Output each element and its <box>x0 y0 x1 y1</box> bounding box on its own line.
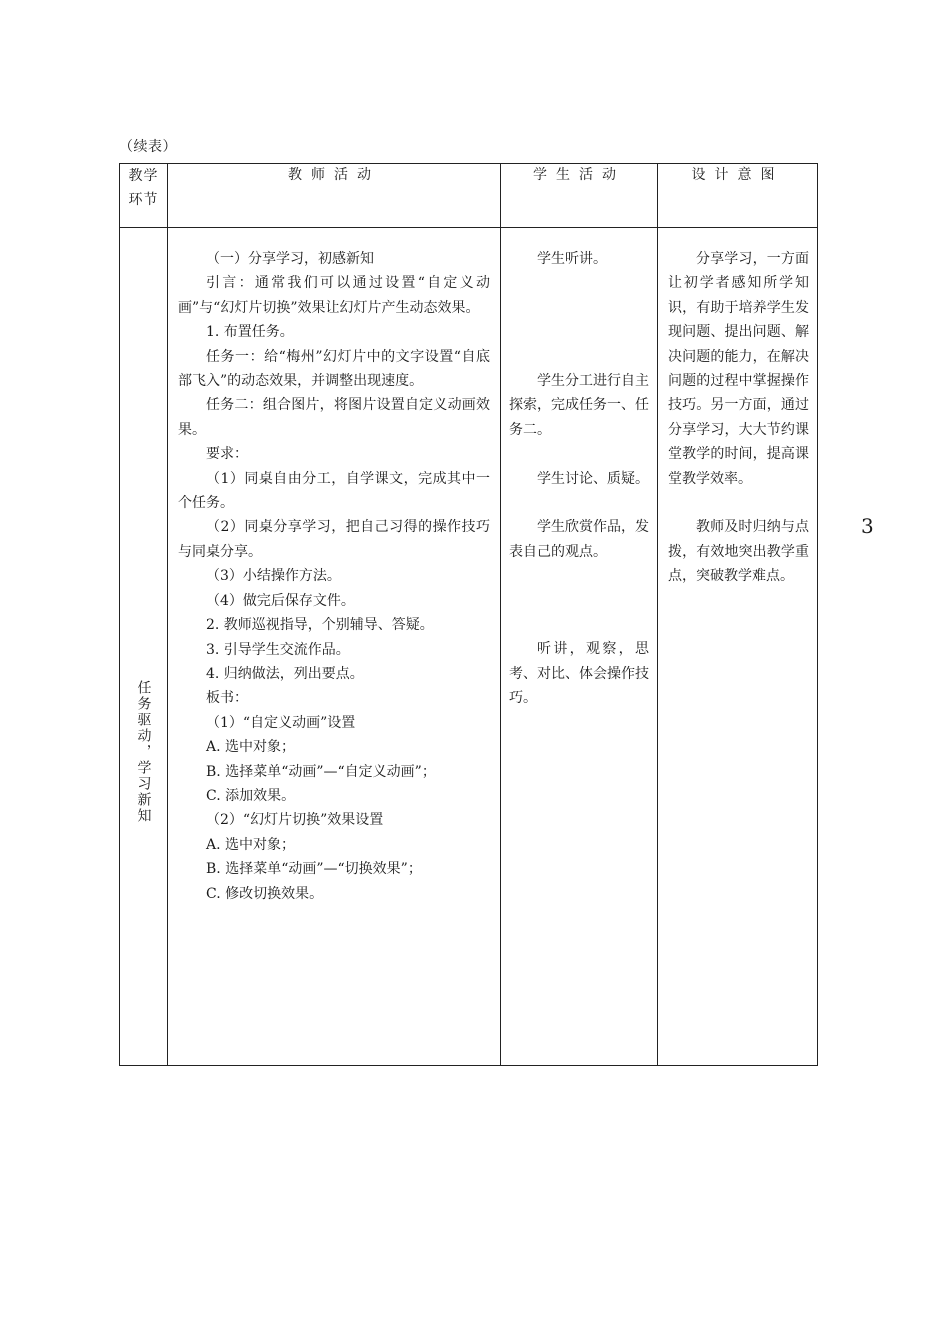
spacer <box>509 589 649 613</box>
teacher-activity-paragraph: 任务二：组合图片，将图片设置自定义动画效果。 <box>178 397 490 438</box>
teacher-activity-paragraph: B. 选择菜单“动画”—“自定义动画”； <box>206 763 436 780</box>
design-intent-list <box>668 247 809 589</box>
spacer <box>509 320 649 344</box>
teacher-activity-paragraph: （1）同桌自由分工，自学课文，完成其中一个任务。 <box>178 470 490 512</box>
spacer <box>509 491 649 515</box>
teacher-activity-cell <box>168 228 501 1066</box>
table-caption: （续表） <box>119 139 177 155</box>
teacher-activity-paragraph: 1. 布置任务。 <box>206 324 294 341</box>
teacher-activity-paragraph: （一）分享学习，初感新知 <box>206 251 374 267</box>
teacher-activity-paragraph: C. 添加效果。 <box>206 787 296 804</box>
student-activity-list <box>509 247 649 711</box>
header-student-activity: 学生活动 <box>501 164 658 228</box>
spacer <box>668 491 809 515</box>
design-intent-paragraph: 分享学习，一方面让初学者感知所学知识，有助于培养学生发现问题、提出问题、解决问题的能力，在解决问题的过程中掌握操作技巧。另一方面，通过分享学习，大大节约课堂教学的时间，提高课堂教学效率。 <box>668 251 809 487</box>
table-body-row <box>120 228 818 1066</box>
teacher-activity-list <box>178 247 490 906</box>
header-design-intent: 设计意图 <box>658 164 818 228</box>
teacher-activity-paragraph: （4）做完后保存文件。 <box>206 592 355 609</box>
teacher-activity-paragraph: （2）同桌分享学习，把自己习得的操作技巧与同桌分享。 <box>178 519 490 560</box>
teacher-activity-paragraph: A. 选中对象； <box>206 739 296 756</box>
header-stage-line-1: 教学 <box>128 168 159 184</box>
teacher-activity-paragraph: 3. 引导学生交流作品。 <box>206 641 350 658</box>
header-stage-line-2: 环节 <box>128 192 159 208</box>
teacher-activity-paragraph: （3）小结操作方法。 <box>206 568 341 585</box>
teacher-activity-paragraph: （1）“自定义动画”设置 <box>206 714 356 731</box>
stage-label: 任务驱动，学习新知 <box>135 680 152 825</box>
teacher-activity-paragraph: B. 选择菜单“动画”—“切换效果”； <box>206 861 422 878</box>
student-activity-paragraph: 听讲，观察，思考、对比、体会操作技巧。 <box>509 641 649 707</box>
spacer <box>509 271 649 295</box>
teacher-activity-paragraph: C. 修改切换效果。 <box>206 885 324 902</box>
student-activity-paragraph: 学生听讲。 <box>537 251 607 267</box>
lesson-plan-table <box>119 163 818 1066</box>
student-activity-paragraph: 学生欣赏作品，发表自己的观点。 <box>509 519 649 560</box>
spacer <box>509 296 649 320</box>
design-intent-cell <box>658 228 818 1066</box>
teacher-activity-paragraph: 引言：通常我们可以通过设置“自定义动画”与“幻灯片切换”效果让幻灯片产生动态效果。 <box>178 275 490 316</box>
spacer <box>509 345 649 369</box>
student-activity-paragraph: 学生分工进行自主探索，完成任务一、任务二。 <box>509 372 649 438</box>
spacer <box>509 564 649 588</box>
design-intent-paragraph: 教师及时归纳与点拨，有效地突出教学重点，突破教学难点。 <box>668 519 809 585</box>
header-teacher-activity: 教师活动 <box>168 164 501 228</box>
student-activity-paragraph: 学生讨论、质疑。 <box>537 470 649 487</box>
teacher-activity-paragraph: 要求： <box>206 446 248 463</box>
page-number: 3 <box>861 514 874 538</box>
table-header-row <box>120 164 818 228</box>
spacer <box>509 442 649 466</box>
student-activity-cell <box>501 228 658 1066</box>
spacer <box>509 613 649 637</box>
teacher-activity-paragraph: 4. 归纳做法，列出要点。 <box>206 665 364 682</box>
teacher-activity-paragraph: （2）“幻灯片切换”效果设置 <box>206 812 384 829</box>
teacher-activity-paragraph: 板书： <box>206 690 248 707</box>
teacher-activity-paragraph: 任务一：给“梅州”幻灯片中的文字设置“自底部飞入”的动态效果，并调整出现速度。 <box>178 348 490 390</box>
teacher-activity-paragraph: A. 选中对象； <box>206 836 296 853</box>
header-stage <box>120 164 168 228</box>
stage-cell <box>120 228 168 1066</box>
teacher-activity-paragraph: 2. 教师巡视指导，个别辅导、答疑。 <box>206 617 434 634</box>
